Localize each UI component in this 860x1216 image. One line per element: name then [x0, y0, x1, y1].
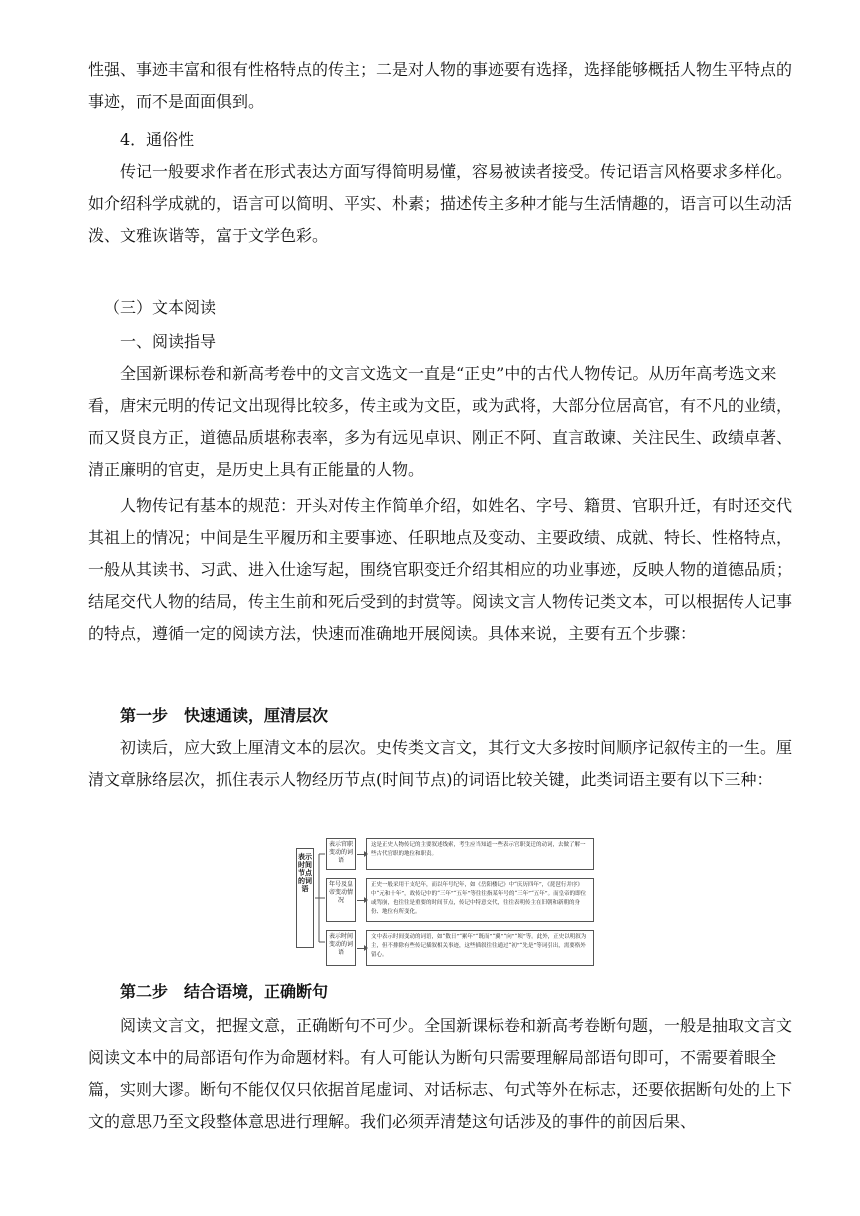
paragraph-official-history: 全国新课标卷和新高考卷中的文言文选文一直是“正史”中的古代人物传记。从历年高考选文来看，唐宋元明的传记文出现得比较多，传主或为文臣，或为武将，大部分位居高官，有不凡的业绩，而又贤良方正，道德品质堪称表率，多为有远见卓识、刚正不阿、直言敢谏、关注民生、政绩卓著、清正廉明的官吏，是历史上具有正能量的人物。	[88, 364, 793, 479]
diagram-arrow-3	[357, 948, 365, 949]
diagram-brace	[314, 844, 325, 952]
diagram-text-reign-change: 正史一般采用干支纪年，而以年号纪年，如《岳阳楼记》中“庆历四年”，《琵琶行并序》中“元和十年”，故传记中的“三年”“五年”等往往指某年号的“三年”“五年”。而皇帝的即位或驾崩，也往往是重要的时间节点，传记中特意交代，往往表明传主在旧朝和新朝的身份、地位有所变化。	[366, 878, 594, 922]
paragraph-biography-norms: 人物传记有基本的规范：开头对传主作简单介绍，如姓名、字号、籍贯、官职升迁，有时还交代其祖上的情况；中间是生平履历和主要事迹、任职地点及变动、主要政绩、成就、特长、性格特点，一般从其读书、习武、进入仕途写起，围绕官职变迁介绍其相应的功业事迹，反映人物的道德品质；结尾交代人物的结局，传主生前和死后受到的封赏等。阅读文言人物传记类文本，可以根据传人记事的特点，遵循一定的阅读方法，快速而准确地开展阅读。具体来说，主要有五个步骤：	[88, 496, 793, 643]
paragraph-step-one: 初读后，应大致上厘清文本的层次。史传类文言文，其行文大多按时间顺序记叙传主的一生。厘清文章脉络层次，抓住表示人物经历节点(时间节点)的词语比较关键，此类词语主要有以下三种：	[88, 738, 793, 789]
diagram-label-reign-change: 年号及皇帝变动情况	[326, 878, 356, 922]
heading-step-one: 第一步 快速通读，厘清层次	[120, 706, 329, 725]
heading-text-reading: （三）文本阅读	[104, 298, 217, 317]
diagram-text-official-change: 这是正史人物传记的主要叙述线索，考生应当知道一些表示官职变迁的动词，去做了解一些古代官职的地位和职责。	[366, 838, 594, 870]
heading-step-two: 第二步 结合语境，正确断句	[120, 982, 329, 1001]
diagram-arrow-1	[357, 854, 365, 855]
paragraph-subject-selection: 性强、事迹丰富和很有性格特点的传主；二是对人物的事迹要有选择，选择能够概括人物生平特点的事迹，而不是面面俱到。	[88, 60, 793, 111]
diagram-text-time-change: 文中表示时间变动的词语，如“数日”“累年”“既而”“翼”“向”“顷”等。此外，正史以明叙为主，但不排除有些传记插叙相关事迹，这些插叙往往通过“初”“先是”等词引出，需要格外留心。	[366, 930, 594, 966]
diagram-root-box: 表示时间节点的词语	[296, 848, 314, 948]
heading-reading-guide: 一、阅读指导	[120, 332, 217, 351]
paragraph-step-two: 阅读文言文，把握文意，正确断句不可少。全国新课标卷和新高考卷断句题，一般是抽取文言文阅读文本中的局部语句作为命题材料。有人可能认为断句只需要理解局部语句即可，不需要着眼全篇，实则大谬。断句不能仅仅只依据首尾虚词、对话标志、句式等外在标志，还要依据断句处的上下文的意思乃至文段整体意思进行理解。我们必须弄清楚这句话涉及的事件的前因后果、	[88, 1016, 793, 1131]
heading-popularity: 4．通俗性	[120, 130, 195, 149]
diagram-label-time-change: 表示时间变动的词语	[326, 930, 356, 966]
diagram-arrow-2	[357, 900, 365, 901]
time-node-diagram	[296, 830, 596, 970]
diagram-label-official-change: 表示官职变动的词语	[326, 838, 356, 870]
paragraph-popularity: 传记一般要求作者在形式表达方面写得简明易懂，容易被读者接受。传记语言风格要求多样化。如介绍科学成就的，语言可以简明、平实、朴素；描述传主多种才能与生活情趣的，语言可以生动活泼、文雅诙谐等，富于文学色彩。	[88, 162, 793, 245]
